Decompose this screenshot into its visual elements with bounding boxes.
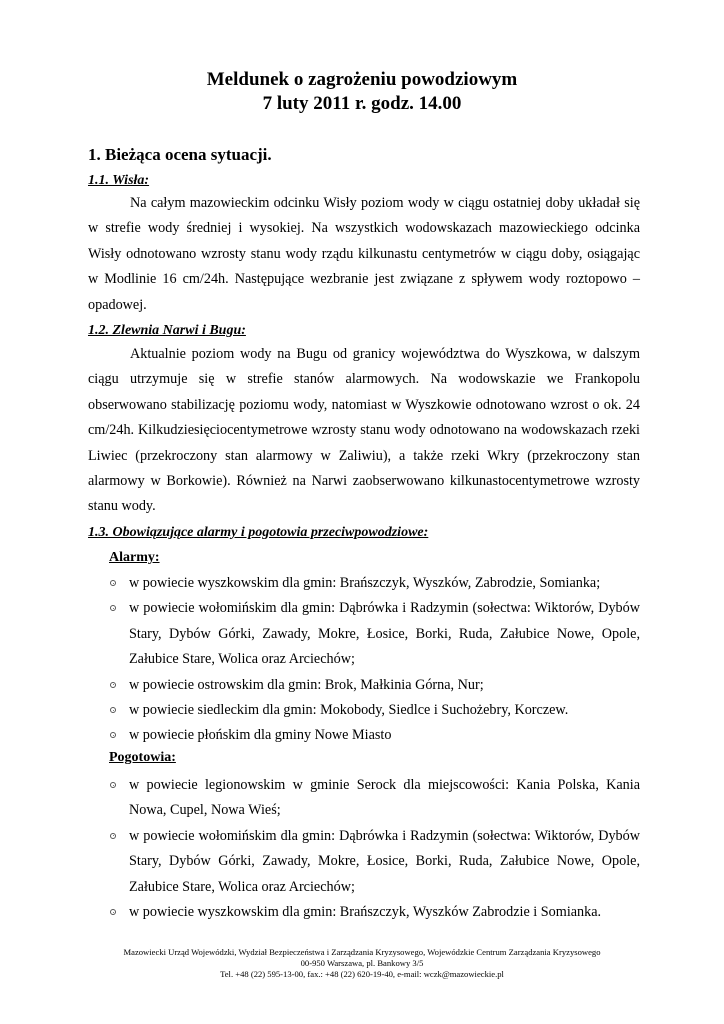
list-item [0,824,724,900]
alarmy-item-3: w powiecie ostrowskim dla gmin: Brok, Małkinia Górna, Nur; [129,676,484,693]
section-1-heading: 1. Bieżąca ocena sytuacji. [88,145,272,164]
subsection-1-1-heading: 1.1. Wisła: [88,173,150,188]
document-title-line-2: 7 luty 2011 r. godz. 14.00 [262,93,462,114]
pogotowia-item-1: w powiecie legionowskim w gminie Serock dla miejscowości: Kania Polska, Kania Nowa, Cupel, Nowa Wieś; [129,777,640,819]
alarmy-list [0,571,724,749]
bullet-icon [110,682,116,688]
pogotowia-item-2: w powiecie wołomińskim dla gmin: Dąbrówka i Radzymin (sołectwa: Wiktorów, Dybów Stary, Dybów Górki, Zawady, Mokre, Łosice, Borki, Ruda, Załubice Nowe, Opole, Załubice Stare, Wolica oraz Arciechów; [129,827,640,895]
alarmy-item-2: w powiecie wołomińskim dla gmin: Dąbrówka i Radzymin (sołectwa: Wiktorów, Dybów Stary, Dybów Górki, Zawady, Mokre, Łosice, Borki, Ruda, Załubice Nowe, Opole, Załubice Stare, Wolica oraz Arciechów; [129,600,640,668]
bullet-icon [110,605,116,611]
document-title [0,68,724,116]
alarmy-item-4: w powiecie siedleckim dla gmin: Mokobody, Siedlce i Suchożebry, Korczew. [129,702,569,719]
alarmy-item-5: w powiecie płońskim dla gminy Nowe Miasto [129,727,392,744]
list-item [0,596,724,672]
pogotowia-list [0,773,724,925]
footer-contact: Tel. +48 (22) 595-13-00, fax.: +48 (22) 620-19-40, e-mail: wczk@mazowieckie.pl [220,969,504,979]
alarmy-item-1: w powiecie wyszkowskim dla gmin: Brańszczyk, Wyszków, Zabrodzie, Somianka; [129,575,601,591]
pogotowia-heading: Pogotowia: [109,750,176,765]
bullet-icon [110,782,116,788]
alarmy-heading: Alarmy: [109,550,160,565]
document-title-line-1: Meldunek o zagrożeniu powodziowym [206,69,518,90]
bullet-icon [110,707,116,713]
list-item [0,773,724,824]
bullet-icon [110,909,116,915]
list-item [0,723,724,748]
subsection-1-3-heading: 1.3. Obowiązujące alarmy i pogotowia przeciwpowodziowe: [88,525,429,540]
bullet-icon [110,580,116,586]
list-item [0,698,724,723]
bullet-icon [110,732,116,738]
bullet-icon [110,833,116,839]
subsection-1-2-heading: 1.2. Zlewnia Narwi i Bugu: [88,323,246,338]
pogotowia-item-3: w powiecie wyszkowskim dla gmin: Brańszczyk, Wyszków Zabrodzie i Somianka. [129,904,602,921]
paragraph-wisla: Na całym mazowieckim odcinku Wisły poziom wody w ciągu ostatniej doby układał się w strefie wody średniej i wysokiej. Na wszystkich wodowskazach mazowieckiego odcinka Wisły odnotowano wzrosty stanu wody rządu kilkunastu centymetrów w ciągu doby, osiągając w Modlinie 16 cm/24h. Następujące wezbranie jest związane z spływem wody roztopowo – opadowej. [88,195,640,313]
list-item [0,571,724,596]
footer-institution: Mazowiecki Urząd Wojewódzki, Wydział Bezpieczeństwa i Zarządzania Kryzysowego, Wojewódzkie Centrum Zarządzania Kryzysowego [123,947,601,957]
list-item [0,673,724,698]
list-item [0,900,724,925]
footer-address: 00-950 Warszawa, pl. Bankowy 3/5 [300,958,424,968]
page-footer [0,947,724,980]
paragraph-narew-bug: Aktualnie poziom wody na Bugu od granicy województwa do Wyszkowa, w dalszym ciągu utrzymuje się w strefie stanów alarmowych. Na wodowskazie we Frankopolu obserwowano stabilizację poziomu wody, natomiast w Wyszkowie odnotowano wzrost o ok. 24 cm/24h. Kilkudziesięciocentymetrowe wzrosty stanu wody odnotowano na wodowskazach rzeki Liwiec (przekroczony stan alarmowy w Zaliwiu), a także rzeki Wkry (przekroczony stan alarmowy w Borkowie). Również na Narwi zaobserwowano kilkunastocentymetrowe wzrosty stanu wody. [88,346,640,515]
